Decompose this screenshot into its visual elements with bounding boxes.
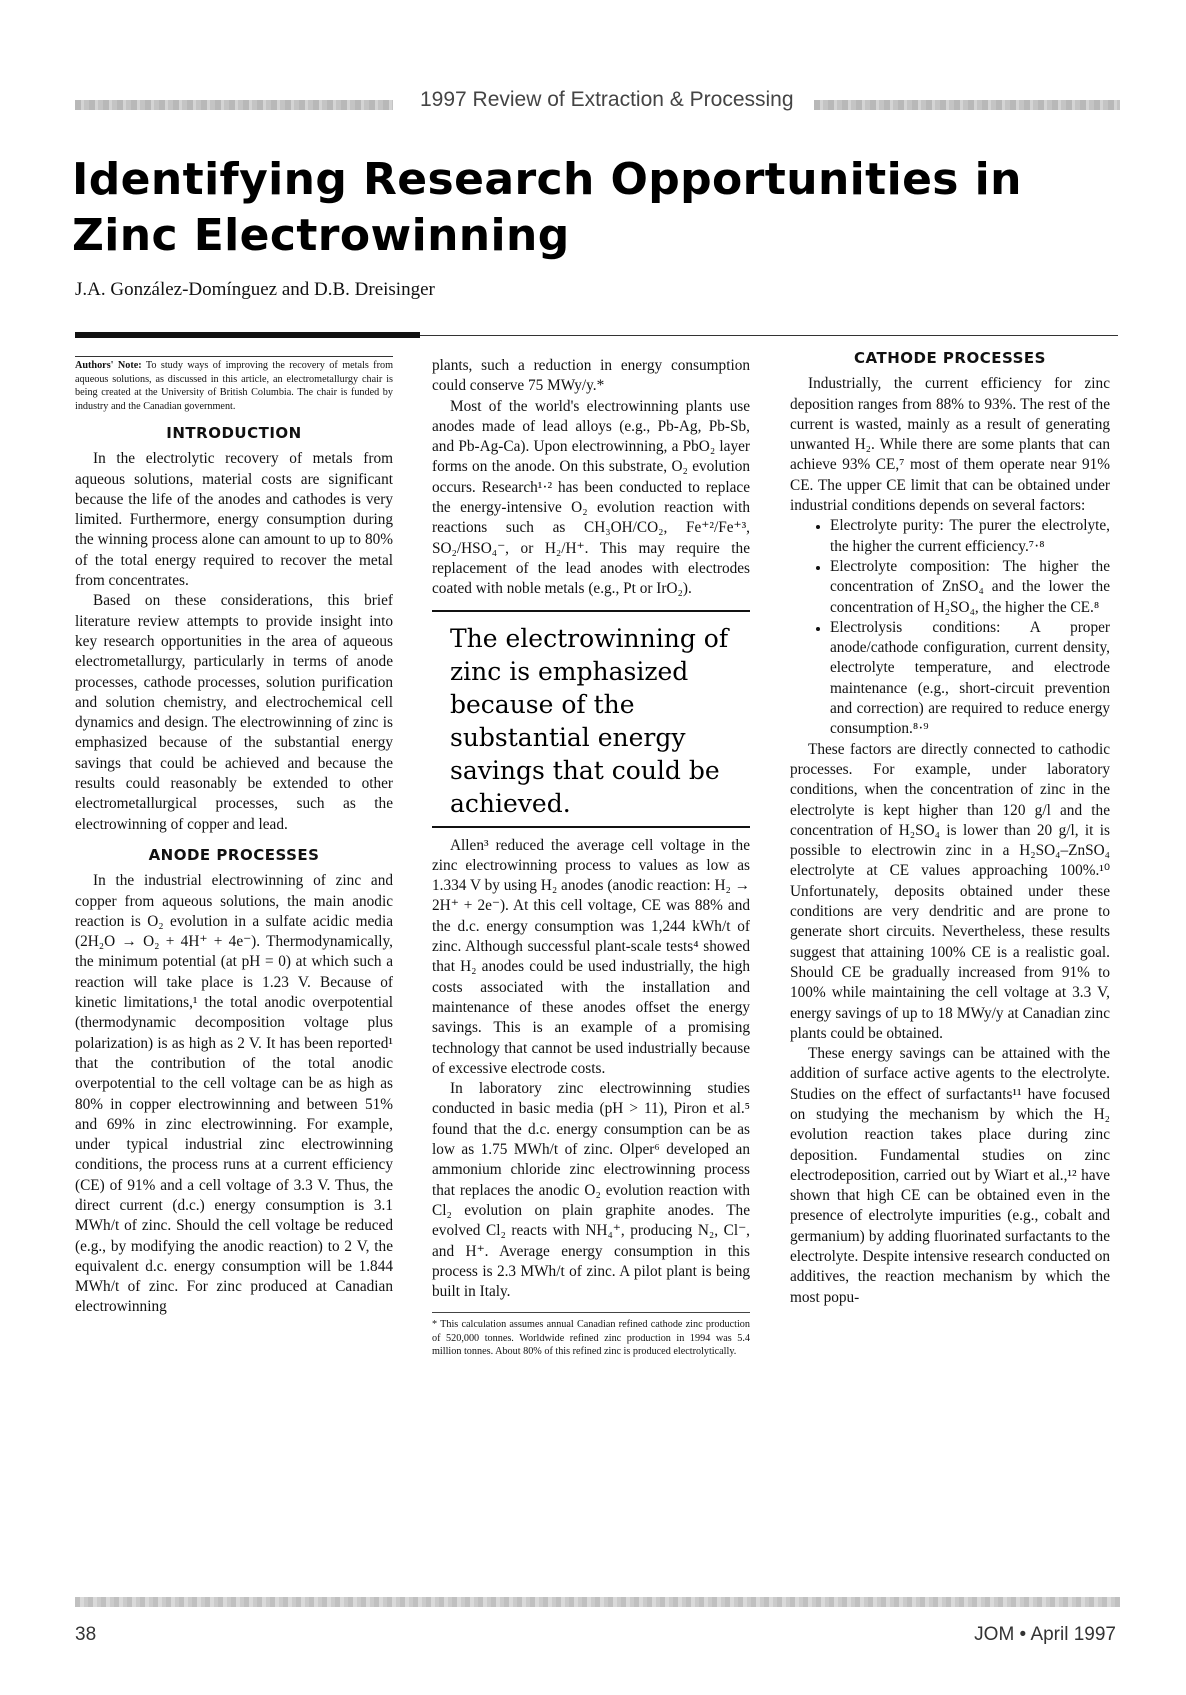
heading-cathode-processes: CATHODE PROCESSES bbox=[854, 349, 1046, 367]
anode-paragraph-3: Allen³ reduced the average cell voltage in the zinc electrowinning process to values as low as 1.334 V by using H₂ anodes (anodic reaction: H₂ → 2H⁺ + 2e⁻). At this cell voltage, CE was 88% and the d.c. energy consumption was 1,244 kWh/t of zinc. Although successful plant-scale tests⁴ showed that H₂ anodes could be used industrially, the high costs associated with the installation and maintenance of these anodes offset the energy savings. This is an example of a promising technology that cannot be used industrially because of excessive electrode costs. bbox=[432, 836, 750, 1077]
intro-paragraph-2: Based on these considerations, this brief literature review attempts to provide insight into key research opportunities in the area of aqueous electrometallurgy, particularly in terms of anode processes, cathode processes, solution purification and solution chemistry, and electrochemical cell dynamics and design. The electrowinning of zinc is emphasized because of the substantial energy savings that could be achieved and because the results could reasonably be extended to other electrometallurgical processes, such as the electrowinning of copper and lead. bbox=[75, 592, 393, 833]
authors-note bbox=[75, 359, 393, 413]
running-header bbox=[75, 88, 1120, 128]
heading-anode-processes: ANODE PROCESSES bbox=[148, 845, 320, 864]
footnote bbox=[432, 1312, 750, 1359]
heading-introduction: INTRODUCTION bbox=[166, 424, 302, 442]
anode-paragraph-continued: plants, such a reduction in energy consumption could conserve 75 MWy/y.* bbox=[432, 357, 750, 395]
article-authors: J.A. González-Domínguez and D.B. Dreisinger bbox=[75, 279, 435, 300]
header-decor-bar-left bbox=[75, 100, 393, 110]
anode-paragraph-4: In laboratory zinc electrowinning studies conducted in basic media (pH > 11), Piron et al.⁵ found that the d.c. energy consumption can be as low as 1.75 MWh/t of zinc. Olper⁶ developed an ammonium chloride zinc electrowinning process that replaces the anodic O₂ evolution reaction with Cl₂ evolution on plain graphite anodes. The evolved Cl₂ reacts with NH₄⁺, producing N₂, Cl⁻, and H⁺. Average energy consumption in this process is 2.3 MWh/t of zinc. A pilot plant is being built in Italy. bbox=[432, 1080, 750, 1301]
intro-paragraph-1: In the electrolytic recovery of metals from aqueous solutions, material costs are significant because the life of the anodes and cathodes is very limited. Furthermore, energy consumption during the winning process alone can amount to up to 80% of the total energy required to recover the metal from concentrates. bbox=[75, 450, 393, 590]
cathode-paragraph-1: Industrially, the current efficiency for zinc deposition ranges from 88% to 93%. The rest of the current is wasted, mainly as a result of generating unwanted H₂. While there are some plants that can achieve 93% CE,⁷ most of them operate near 91% CE. The upper CE limit that can be obtained under industrial conditions depends on several factors: bbox=[790, 375, 1110, 515]
list-item: • Electrolyte purity: The purer the electrolyte, the higher the current efficiency.⁷·⁸ bbox=[830, 516, 1110, 557]
journal-issue: JOM • April 1997 bbox=[974, 1624, 1116, 1645]
anode-paragraph-2: Most of the world's electrowinning plants use anodes made of lead alloys (e.g., Pb-Ag, Pb-Sb, and Pb-Ag-Ca). Upon electrowinning, a PbO₂ layer forms on the anode. On this substrate, O₂ evolution occurs. Research¹·² has been conducted to replace the energy-intensive O₂ evolution reaction with reactions such as CH₃OH/CO₂, Fe⁺²/Fe⁺³, SO₂/HSO₄⁻, or H₂/H⁺. This may require the replacement of the lead anodes with electrodes coated with noble metals (e.g., Pt or IrO₂). bbox=[432, 397, 750, 598]
column-2 bbox=[432, 356, 750, 1359]
article-title: Identifying Research Opportunities in Zinc Electrowinning bbox=[72, 154, 1022, 261]
header-decor-bar-right bbox=[814, 100, 1120, 110]
list-item: • Electrolysis conditions: A proper anode/cathode configuration, current density, electrolyte temperature, and electrode maintenance (e.g., short-circuit prevention and correction) are required to reduce energy consumption.⁸·⁹ bbox=[830, 618, 1110, 740]
cathode-paragraph-3: These energy savings can be attained with the addition of surface active agents to the electrolyte. Studies on the effect of surfactants¹¹ have focused on studying the mechanism by which the H₂ evolution reaction takes place during zinc deposition. Fundamental studies on zinc electrodeposition, carried out by Wiart et al.,¹² have shown that high CE can be obtained even in the presence of electrolyte impurities (e.g., cobalt and germanium) by adding fluorinated surfactants to the electrolyte. Despite intensive research conducted on additives, the reaction mechanism by which the most popu- bbox=[790, 1045, 1110, 1306]
column-3 bbox=[790, 349, 1110, 1308]
footnote-text: * This calculation assumes annual Canadian refined cathode zinc production of 520,000 tonnes. Worldwide refined zinc production in 1994 was 5.4 million tonnes. About 80% of this refined zinc is produced electrolytically. bbox=[432, 1319, 750, 1358]
running-title: 1997 Review of Extraction & Processing bbox=[420, 88, 794, 111]
note-rule bbox=[75, 356, 393, 357]
anode-paragraph-1: In the industrial electrowinning of zinc and copper from aqueous solutions, the main anodic reaction is O₂ evolution in a sulfate acidic media (2H₂O → O₂ + 4H⁺ + 4e⁻). Thermodynamically, the minimum potential (at pH = 0) at which such a reaction will take place is 1.23 V. Because of kinetic limitations,¹ the total anodic overpotential (thermodynamic decomposition voltage plus polarization) is as high as 2 V. It has been reported¹ that the contribution of the total anodic overpotential to the cell voltage can be as high as 80% in copper electrowinning and between 51% and 69% in zinc electrowinning. For example, under typical industrial zinc electrowinning conditions, the process runs at a current efficiency (CE) of 91% and a cell voltage of 3.3 V. Thus, the direct current (d.c.) energy consumption is 3.1 MWh/t of zinc. Should the cell voltage be reduced (e.g., by modifying the anodic reaction) to 2 V, the equivalent d.c. energy consumption will be 1.844 MWh/t of zinc. For zinc produced at Canadian electrowinning bbox=[75, 872, 393, 1316]
footer-decor-bar bbox=[75, 1597, 1120, 1607]
cathode-paragraph-2: These factors are directly connected to cathodic processes. For example, under laboratory conditions, when the concentration of zinc in the electrolyte is kept higher than 120 g/l and the concentration of H₂SO₄ is lower than 20 g/l, it is possible to electrowin zinc in a H₂SO₄–ZnSO₄ electrolyte at CE values approaching 100%.¹⁰ Unfortunately, deposits obtained under these conditions are very dendritic and are prone to generate short circuits. Nevertheless, these results suggest that attaining 100% CE is a realistic goal. Should CE be gradually increased from 91% to 100% while maintaining the cell voltage at 3.3 V, energy savings of up to 18 MWy/y at Canadian zinc plants could be obtained. bbox=[790, 740, 1110, 1042]
list-item: • Electrolyte composition: The higher the concentration of ZnSO₄ and the lower the concentration of H₂SO₄, the higher the CE.⁸ bbox=[830, 557, 1110, 618]
authors-note-label: Authors' Note: bbox=[75, 360, 142, 371]
title-rule-thick bbox=[75, 332, 420, 338]
pull-quote-text: The electrowinning of zinc is emphasized because of the substantial energy savings that could be achieved. bbox=[450, 623, 729, 818]
page-number: 38 bbox=[75, 1624, 97, 1645]
column-1 bbox=[75, 356, 393, 1318]
title-rule-thin bbox=[420, 335, 1118, 336]
factor-list bbox=[790, 516, 1110, 739]
pull-quote bbox=[432, 610, 750, 828]
authors-note-text: To study ways of improving the recovery of metals from aqueous solutions, as discussed in this article, an electrometallurgy chair is being created at the University of British Columbia. The chair is funded by industry and the Canadian government. bbox=[75, 360, 393, 412]
